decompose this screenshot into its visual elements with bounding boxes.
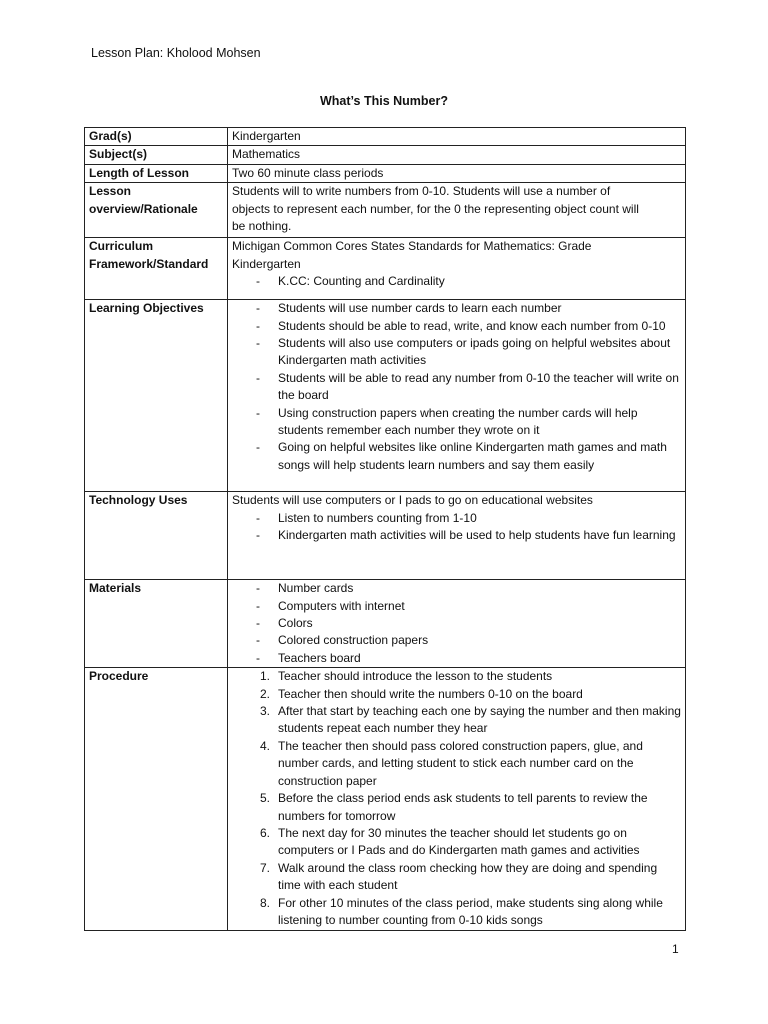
list-item — [232, 615, 681, 632]
list-item-text: Colored construction papers — [278, 633, 429, 648]
list-item-text: Walk around the class room checking how they are doing and spending time with each student — [278, 860, 658, 893]
list-item-text: Teachers board — [278, 650, 361, 665]
subject-label: Subject(s) — [85, 146, 228, 164]
dash-marker: - — [256, 274, 260, 289]
table-row-grade — [85, 128, 686, 146]
list-item-text: Number cards — [278, 581, 354, 596]
overview-label — [85, 183, 228, 238]
list-item-text: Using construction papers when creating the number cards will help students remember each number they wrote on it — [278, 405, 638, 438]
list-item — [232, 405, 681, 440]
objectives-list — [232, 300, 681, 474]
list-item — [232, 598, 681, 615]
overview-text-line: Students will to write numbers from 0-10. Students will use a number of — [232, 184, 611, 199]
curriculum-value — [228, 238, 686, 300]
list-item — [232, 300, 681, 317]
list-item-text: The teacher then should pass colored construction papers, glue, and number cards, and letting student to stick each number card on the construction paper — [278, 738, 643, 788]
table-row-curriculum — [85, 238, 686, 300]
list-item — [232, 703, 681, 738]
list-item-text: Computers with internet — [278, 598, 405, 613]
procedure-label: Procedure — [85, 668, 228, 931]
list-item — [232, 790, 681, 825]
subject-value: Mathematics — [228, 146, 686, 164]
technology-value — [228, 492, 686, 580]
dash-marker: - — [256, 581, 260, 596]
procedure-list — [232, 668, 681, 929]
technology-list — [232, 510, 681, 545]
list-item-text: K.CC: Counting and Cardinality — [278, 274, 445, 289]
grade-value: Kindergarten — [228, 128, 686, 146]
list-item — [232, 527, 681, 544]
table-row-technology — [85, 492, 686, 580]
grade-label: Grad(s) — [85, 128, 228, 146]
number-marker: 1. — [259, 669, 270, 684]
list-item — [232, 318, 681, 335]
table-row-procedure — [85, 668, 686, 931]
materials-label: Materials — [85, 580, 228, 668]
list-item-text: Teacher should introduce the lesson to the students — [278, 669, 553, 684]
curriculum-list — [232, 273, 681, 290]
list-item-text: Students will use number cards to learn each number — [278, 301, 562, 316]
number-marker: 7. — [259, 860, 270, 875]
list-item — [232, 650, 681, 667]
list-item-text: Colors — [278, 616, 313, 631]
list-item — [232, 668, 681, 685]
length-label: Length of Lesson — [85, 164, 228, 182]
dash-marker: - — [256, 633, 260, 648]
list-item — [232, 738, 681, 790]
dash-marker: - — [256, 598, 260, 613]
length-value: Two 60 minute class periods — [228, 164, 686, 182]
table-row-length — [85, 164, 686, 182]
document-header: Lesson Plan: Kholood Mohsen — [91, 46, 261, 60]
curriculum-text-line: Michigan Common Cores States Standards for Mathematics: Grade — [232, 239, 592, 254]
objectives-label: Learning Objectives — [85, 300, 228, 492]
list-item — [232, 439, 681, 474]
dash-marker: - — [256, 370, 260, 385]
list-item-text: Students should be able to read, write, and know each number from 0-10 — [278, 318, 666, 333]
overview-label-line: overview/Rationale — [89, 201, 198, 216]
curriculum-label-line: Framework/Standard — [89, 256, 209, 271]
materials-value — [228, 580, 686, 668]
list-item — [232, 860, 681, 895]
overview-text-line: objects to represent each number, for the 0 the representing object count will — [232, 201, 639, 216]
list-item — [232, 580, 681, 597]
list-item-text: After that start by teaching each one by saying the number and then making students repeat each number they hear — [278, 704, 681, 736]
technology-label: Technology Uses — [85, 492, 228, 580]
list-item-text: Students will also use computers or ipads going on helpful websites about Kindergarten math activities — [278, 336, 671, 368]
dash-marker: - — [256, 336, 260, 351]
table-row-materials — [85, 580, 686, 668]
curriculum-label-line: Curriculum — [89, 239, 154, 254]
list-item-text: Going on helpful websites like online Kindergarten math games and math songs will help students learn numbers and say them easily — [278, 440, 667, 472]
number-marker: 8. — [259, 895, 270, 910]
list-item — [232, 335, 681, 370]
list-item-text: Teacher then should write the numbers 0-10 on the board — [278, 686, 583, 701]
lesson-plan-table — [84, 127, 686, 931]
dash-marker: - — [256, 616, 260, 631]
dash-marker: - — [256, 318, 260, 333]
dash-marker: - — [256, 405, 260, 420]
curriculum-label — [85, 238, 228, 300]
technology-intro: Students will use computers or I pads to go on educational websites — [232, 493, 593, 508]
list-item — [232, 510, 681, 527]
number-marker: 4. — [259, 738, 270, 753]
list-item — [232, 686, 681, 703]
dash-marker: - — [256, 528, 260, 543]
overview-value — [228, 183, 686, 238]
document-title: What’s This Number? — [319, 94, 448, 108]
page-number: 1 — [672, 942, 679, 956]
list-item — [232, 273, 681, 290]
list-item — [232, 895, 681, 930]
table-row-overview — [85, 183, 686, 238]
curriculum-text-line: Kindergarten — [232, 256, 301, 271]
objectives-value — [228, 300, 686, 492]
list-item-text: Kindergarten math activities will be used to help students have fun learning — [278, 528, 676, 543]
list-item-text: Before the class period ends ask students to tell parents to review the numbers for tomorrow — [278, 791, 648, 823]
overview-label-line: Lesson — [89, 184, 132, 199]
number-marker: 2. — [259, 686, 270, 701]
list-item-text: For other 10 minutes of the class period, make students sing along while listening to number counting from 0-10 kids songs — [278, 895, 663, 927]
dash-marker: - — [256, 510, 260, 525]
dash-marker: - — [256, 440, 260, 455]
table-row-objectives — [85, 300, 686, 492]
number-marker: 3. — [259, 704, 270, 719]
list-item — [232, 632, 681, 649]
procedure-value — [228, 668, 686, 931]
list-item-text: Listen to numbers counting from 1-10 — [278, 510, 477, 525]
table-row-subject — [85, 146, 686, 164]
number-marker: 6. — [259, 825, 270, 840]
list-item — [232, 825, 681, 860]
materials-list — [232, 580, 681, 667]
list-item-text: Students will be able to read any number from 0-10 the teacher will write on the board — [278, 370, 679, 403]
list-item-text: The next day for 30 minutes the teacher should let students go on computers or I Pads and do Kindergarten math games and activities — [278, 825, 640, 858]
number-marker: 5. — [259, 791, 270, 806]
dash-marker: - — [256, 650, 260, 665]
overview-text-line: be nothing. — [232, 219, 292, 234]
dash-marker: - — [256, 301, 260, 316]
list-item — [232, 370, 681, 405]
